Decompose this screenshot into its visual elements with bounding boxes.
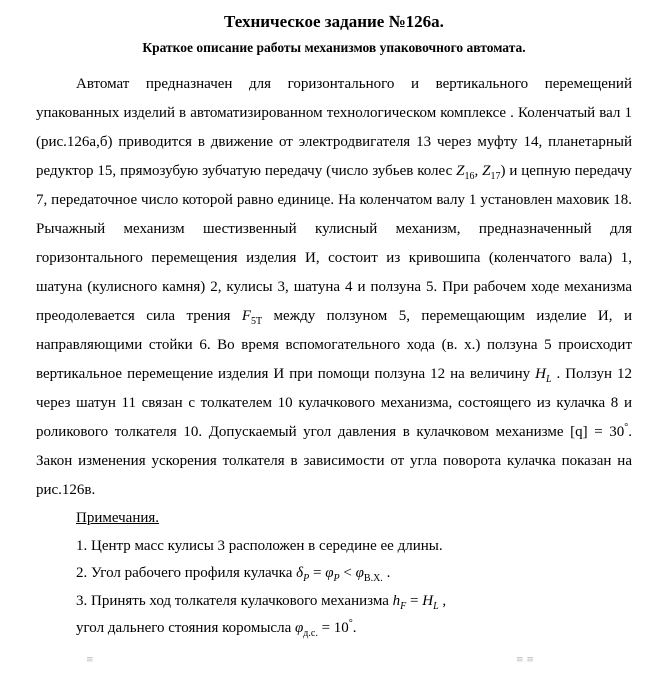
document-subtitle: Краткое описание работы механизмов упаковочного автомата. (142, 40, 526, 55)
note-item-3: 3. Принять ход толкателя кулачкового механизма $h_F = H_L$ , (76, 592, 447, 612)
document-title: Техническое задание №126а. (224, 12, 444, 31)
note-item-2: 2. Угол рабочего профиля кулачка $\delta_P = \varphi_P < \varphi_{В.Х.}$ . (76, 565, 391, 584)
note-item-3-continued: угол дальнего стояния коромысла $\varphi_{д.с.} = 10^\circ$. (76, 618, 357, 639)
body-paragraph: Автомат предназначен для горизонтального и вертикального перемещений упакованных изделий в автоматизированном технологическом комплексе . Коленчатый вал 1 (рис.126а,б) приводится в движение от электродвигателя 13 через муфту 14, планетарный редуктор 15, прямозубую зубчатую передачу (число зубьев колес $Z_{16}$, $Z_{17}$) и цепную передачу 7, передаточное число которой равно единице. На коленчатом валу 1 установлен маховик 18. Рычажный механизм шестизвенный кулисный механизм, предназначенный для горизонтального перемещения изделия И, состоит из кривошипа (коленчатого вала) 1, шатуна (кулисного камня) 2, кулисы 3, шатуна 4 и ползуна 5. При рабочем ходе механизма преодолевается сила трения $F_{5Т}$ между ползуном 5, перемещающим изделие И, и направляющими стойки 6. Во время вспомогательного хода (в. х.) ползуна 5 происходит вертикальное перемещение изделия И при помощи ползуна 12 на величину $H_L$ . Ползун 12 через шатун 11 связан с толкателем 10 кулачкового механизма, состоящего из кулачка 8 и роликового толкателя 10. Допускаемый угол давления в кулачковом механизме [q] = 30°. Закон изменения ускорения толкателя в зависимости от угла поворота кулачка показан на рис.126в. (36, 76, 633, 498)
page-bottom-artifacts (0, 655, 666, 665)
stray-mark-icon: ≡ (86, 655, 94, 665)
notes-section (76, 505, 632, 643)
notes-heading: Примечания. (76, 510, 160, 526)
stray-mark-icon: ≡ ≡ (516, 655, 534, 665)
note-item-1: 1. Центр масс кулисы 3 расположен в середине ее длины. (76, 537, 443, 554)
